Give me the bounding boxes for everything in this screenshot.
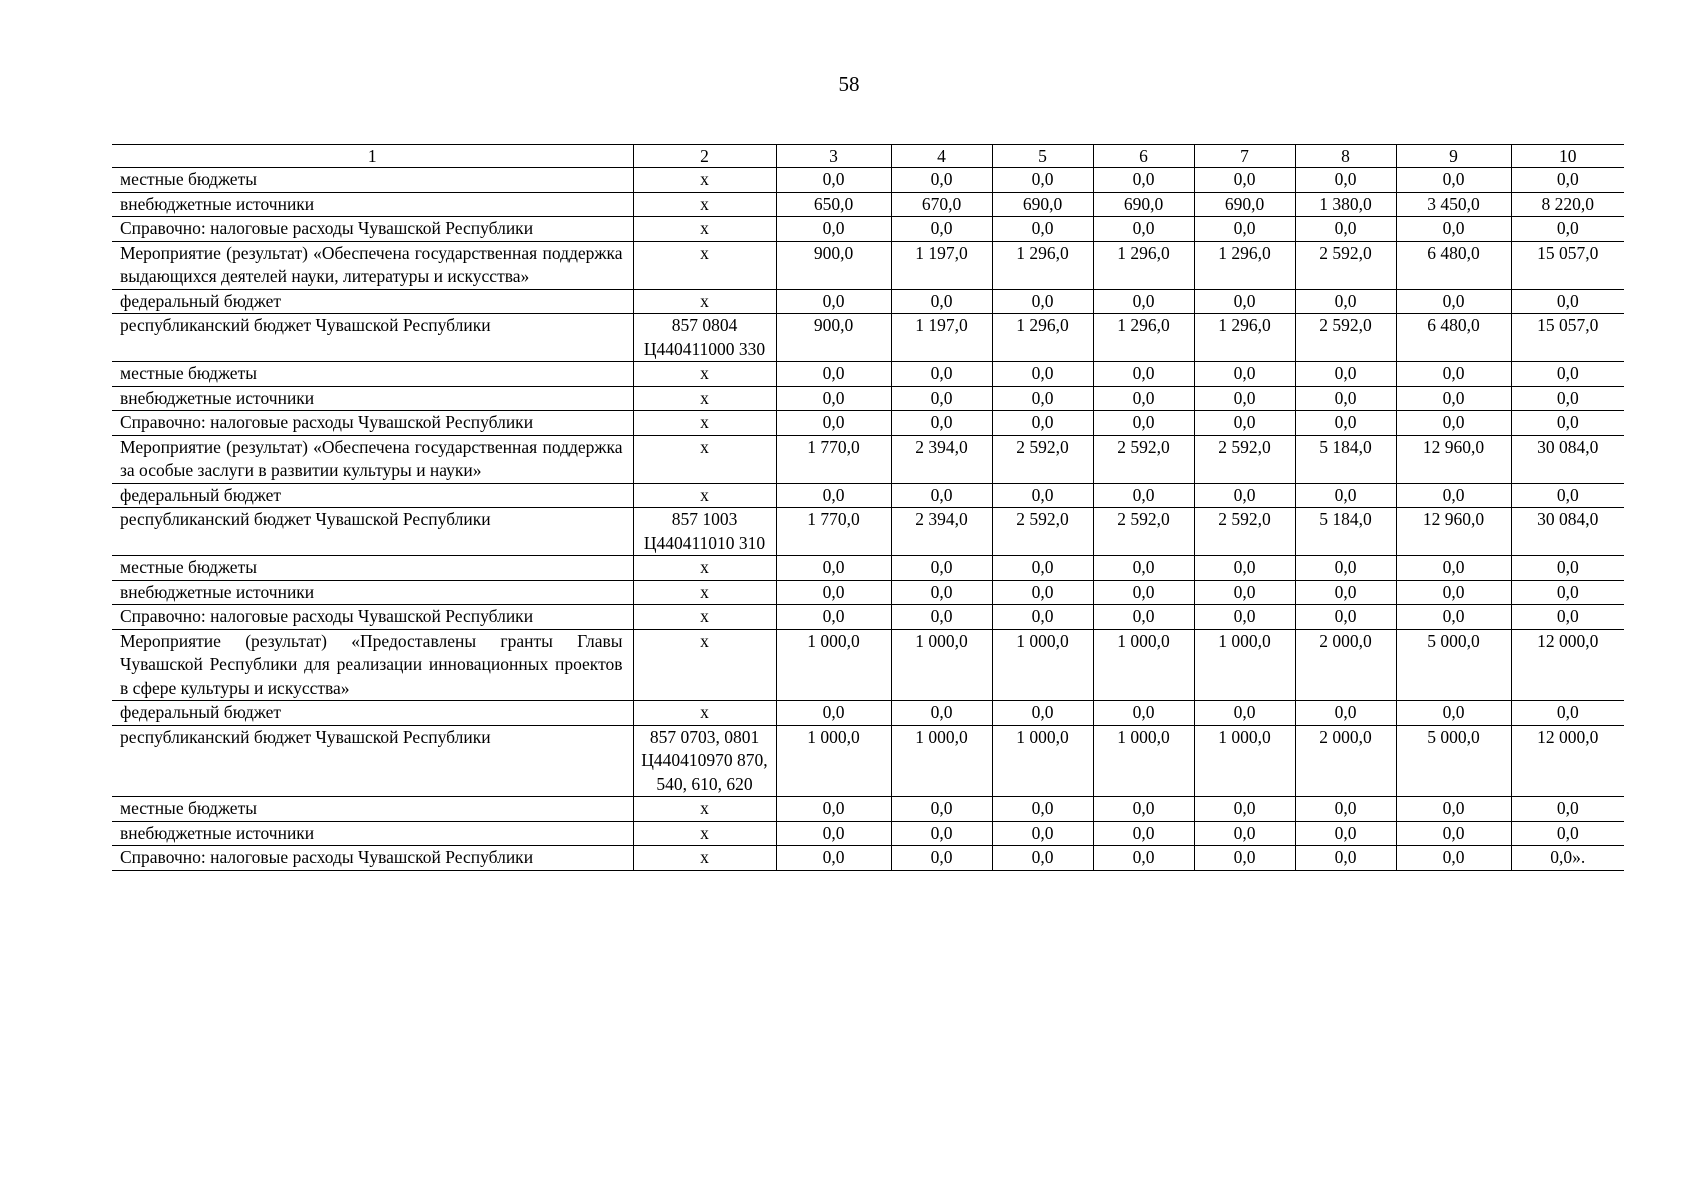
value-cell: 1 296,0 xyxy=(1093,314,1194,362)
row-label: Справочно: налоговые расходы Чувашской Республики xyxy=(112,605,633,630)
value-cell: 0,0 xyxy=(1194,797,1295,822)
value-cell: 12 960,0 xyxy=(1396,435,1511,483)
value-cell: 1 000,0 xyxy=(1093,725,1194,797)
value-cell: 0,0 xyxy=(1194,386,1295,411)
value-cell: 0,0 xyxy=(1295,797,1396,822)
value-cell: 1 000,0 xyxy=(891,629,992,701)
table-row xyxy=(112,725,1624,797)
value-cell: 0,0 xyxy=(992,556,1093,581)
value-cell: 0,0 xyxy=(1194,289,1295,314)
value-cell: 0,0 xyxy=(1194,556,1295,581)
value-cell: 0,0 xyxy=(1295,821,1396,846)
value-cell: 0,0 xyxy=(992,362,1093,387)
value-cell: 0,0 xyxy=(1295,362,1396,387)
value-cell: 0,0 xyxy=(1093,483,1194,508)
value-cell: 15 057,0 xyxy=(1511,314,1624,362)
row-label: внебюджетные источники xyxy=(112,580,633,605)
row-label: федеральный бюджет xyxy=(112,289,633,314)
value-cell: 0,0 xyxy=(891,797,992,822)
header-cell: 7 xyxy=(1194,145,1295,168)
budget-code: х xyxy=(633,556,776,581)
value-cell: 0,0 xyxy=(1194,411,1295,436)
value-cell: 0,0 xyxy=(1396,556,1511,581)
value-cell: 0,0 xyxy=(1194,605,1295,630)
value-cell: 1 000,0 xyxy=(1194,725,1295,797)
header-cell: 4 xyxy=(891,145,992,168)
value-cell: 0,0 xyxy=(1295,217,1396,242)
value-cell: 690,0 xyxy=(1093,192,1194,217)
table-row xyxy=(112,580,1624,605)
budget-code: х xyxy=(633,629,776,701)
value-cell: 1 296,0 xyxy=(1194,314,1295,362)
value-cell: 0,0 xyxy=(992,580,1093,605)
value-cell: 12 000,0 xyxy=(1511,725,1624,797)
value-cell: 0,0 xyxy=(1093,386,1194,411)
value-cell: 0,0 xyxy=(1093,821,1194,846)
value-cell: 2 592,0 xyxy=(1194,435,1295,483)
row-label: республиканский бюджет Чувашской Республики xyxy=(112,314,633,362)
row-label: внебюджетные источники xyxy=(112,821,633,846)
value-cell: 2 000,0 xyxy=(1295,629,1396,701)
value-cell: 0,0 xyxy=(1396,797,1511,822)
page-number: 58 xyxy=(838,72,860,96)
value-cell: 0,0 xyxy=(776,411,891,436)
table-row xyxy=(112,217,1624,242)
value-cell: 0,0 xyxy=(1396,483,1511,508)
value-cell: 0,0 xyxy=(1194,217,1295,242)
value-cell: 1 000,0 xyxy=(891,725,992,797)
value-cell: 1 197,0 xyxy=(891,241,992,289)
value-cell: 0,0 xyxy=(1396,411,1511,436)
value-cell: 0,0 xyxy=(1511,821,1624,846)
value-cell: 6 480,0 xyxy=(1396,314,1511,362)
value-cell: 0,0 xyxy=(1194,483,1295,508)
table-row xyxy=(112,701,1624,726)
value-cell: 0,0 xyxy=(891,846,992,871)
budget-code: х xyxy=(633,362,776,387)
value-cell: 1 380,0 xyxy=(1295,192,1396,217)
value-cell: 900,0 xyxy=(776,314,891,362)
value-cell: 15 057,0 xyxy=(1511,241,1624,289)
row-label: республиканский бюджет Чувашской Республики xyxy=(112,508,633,556)
value-cell: 0,0 xyxy=(891,556,992,581)
table-row xyxy=(112,556,1624,581)
budget-code: х xyxy=(633,821,776,846)
table-row xyxy=(112,192,1624,217)
value-cell: 2 000,0 xyxy=(1295,725,1396,797)
header-cell: 2 xyxy=(633,145,776,168)
value-cell: 0,0 xyxy=(1511,386,1624,411)
value-cell: 0,0 xyxy=(1396,846,1511,871)
value-cell: 0,0 xyxy=(776,797,891,822)
table-row xyxy=(112,605,1624,630)
value-cell: 0,0 xyxy=(1511,797,1624,822)
value-cell: 900,0 xyxy=(776,241,891,289)
value-cell: 0,0 xyxy=(1511,483,1624,508)
value-cell: 0,0 xyxy=(1511,580,1624,605)
value-cell: 650,0 xyxy=(776,192,891,217)
value-cell: 0,0 xyxy=(1511,556,1624,581)
value-cell: 0,0 xyxy=(891,701,992,726)
value-cell: 0,0 xyxy=(1194,362,1295,387)
table-row xyxy=(112,846,1624,871)
value-cell: 0,0 xyxy=(1511,168,1624,193)
value-cell: 2 592,0 xyxy=(1295,241,1396,289)
value-cell: 1 000,0 xyxy=(1194,629,1295,701)
header-cell: 1 xyxy=(112,145,633,168)
value-cell: 3 450,0 xyxy=(1396,192,1511,217)
budget-code: х xyxy=(633,411,776,436)
row-label: федеральный бюджет xyxy=(112,483,633,508)
value-cell: 0,0 xyxy=(992,411,1093,436)
budget-code: 857 0804 Ц440411000 330 xyxy=(633,314,776,362)
value-cell: 1 296,0 xyxy=(992,241,1093,289)
value-cell: 0,0 xyxy=(992,483,1093,508)
value-cell: 30 084,0 xyxy=(1511,435,1624,483)
value-cell: 0,0 xyxy=(1194,846,1295,871)
value-cell: 0,0 xyxy=(992,797,1093,822)
value-cell: 0,0 xyxy=(1093,168,1194,193)
value-cell: 1 296,0 xyxy=(1093,241,1194,289)
value-cell: 0,0 xyxy=(776,556,891,581)
value-cell: 5 000,0 xyxy=(1396,725,1511,797)
value-cell: 0,0 xyxy=(776,701,891,726)
value-cell: 0,0 xyxy=(891,821,992,846)
table-row xyxy=(112,411,1624,436)
value-cell: 2 394,0 xyxy=(891,435,992,483)
budget-code: х xyxy=(633,797,776,822)
value-cell: 0,0 xyxy=(1511,362,1624,387)
value-cell: 0,0 xyxy=(891,362,992,387)
value-cell: 8 220,0 xyxy=(1511,192,1624,217)
budget-code: х xyxy=(633,241,776,289)
row-label: Мероприятие (результат) «Обеспечена государственная поддержка за особые заслуги в развитии культуры и науки» xyxy=(112,435,633,483)
value-cell: 0,0 xyxy=(1295,411,1396,436)
value-cell: 0,0 xyxy=(1396,580,1511,605)
value-cell: 0,0 xyxy=(891,605,992,630)
value-cell: 2 592,0 xyxy=(992,435,1093,483)
row-label: Мероприятие (результат) «Обеспечена государственная поддержка выдающихся деятелей науки, литературы и искусства» xyxy=(112,241,633,289)
value-cell: 1 000,0 xyxy=(776,725,891,797)
value-cell: 0,0 xyxy=(776,605,891,630)
value-cell: 0,0 xyxy=(1295,846,1396,871)
value-cell: 0,0 xyxy=(1396,362,1511,387)
row-label: федеральный бюджет xyxy=(112,701,633,726)
header-cell: 5 xyxy=(992,145,1093,168)
value-cell: 0,0 xyxy=(1093,217,1194,242)
value-cell: 5 184,0 xyxy=(1295,508,1396,556)
value-cell: 1 000,0 xyxy=(776,629,891,701)
budget-code: х xyxy=(633,483,776,508)
value-cell: 0,0 xyxy=(1295,483,1396,508)
row-label: местные бюджеты xyxy=(112,362,633,387)
row-label: внебюджетные источники xyxy=(112,192,633,217)
table-row xyxy=(112,168,1624,193)
value-cell: 0,0 xyxy=(1194,821,1295,846)
budget-code: х xyxy=(633,605,776,630)
value-cell: 2 592,0 xyxy=(1295,314,1396,362)
value-cell: 0,0 xyxy=(1093,289,1194,314)
header-cell: 3 xyxy=(776,145,891,168)
value-cell: 0,0 xyxy=(776,821,891,846)
value-cell: 2 592,0 xyxy=(992,508,1093,556)
budget-code: х xyxy=(633,289,776,314)
value-cell: 0,0 xyxy=(891,168,992,193)
value-cell: 0,0 xyxy=(992,386,1093,411)
budget-code: х xyxy=(633,217,776,242)
budget-code: х xyxy=(633,168,776,193)
value-cell: 0,0 xyxy=(1295,556,1396,581)
budget-code: х xyxy=(633,435,776,483)
value-cell: 0,0 xyxy=(1511,411,1624,436)
value-cell: 0,0 xyxy=(776,217,891,242)
value-cell: 0,0». xyxy=(1511,846,1624,871)
value-cell: 0,0 xyxy=(1295,701,1396,726)
table-row xyxy=(112,386,1624,411)
row-label: Справочно: налоговые расходы Чувашской Республики xyxy=(112,846,633,871)
budget-code: 857 0703, 0801 Ц440410970 870, 540, 610, 620 xyxy=(633,725,776,797)
value-cell: 12 960,0 xyxy=(1396,508,1511,556)
value-cell: 0,0 xyxy=(1396,701,1511,726)
row-label: Справочно: налоговые расходы Чувашской Республики xyxy=(112,411,633,436)
budget-table xyxy=(112,144,1624,871)
value-cell: 0,0 xyxy=(1396,605,1511,630)
header-cell: 8 xyxy=(1295,145,1396,168)
value-cell: 0,0 xyxy=(1194,580,1295,605)
table-row xyxy=(112,483,1624,508)
value-cell: 0,0 xyxy=(776,386,891,411)
value-cell: 0,0 xyxy=(1295,386,1396,411)
table-row xyxy=(112,821,1624,846)
value-cell: 0,0 xyxy=(1295,605,1396,630)
value-cell: 0,0 xyxy=(776,580,891,605)
table-row xyxy=(112,362,1624,387)
value-cell: 690,0 xyxy=(1194,192,1295,217)
table-body xyxy=(112,145,1624,871)
header-cell: 6 xyxy=(1093,145,1194,168)
value-cell: 0,0 xyxy=(891,386,992,411)
value-cell: 0,0 xyxy=(776,846,891,871)
value-cell: 5 184,0 xyxy=(1295,435,1396,483)
value-cell: 0,0 xyxy=(891,580,992,605)
value-cell: 0,0 xyxy=(1295,168,1396,193)
row-label: республиканский бюджет Чувашской Республики xyxy=(112,725,633,797)
row-label: местные бюджеты xyxy=(112,556,633,581)
budget-code: х xyxy=(633,580,776,605)
value-cell: 1 197,0 xyxy=(891,314,992,362)
value-cell: 0,0 xyxy=(891,289,992,314)
value-cell: 0,0 xyxy=(1093,362,1194,387)
value-cell: 12 000,0 xyxy=(1511,629,1624,701)
row-label: местные бюджеты xyxy=(112,797,633,822)
header-cell: 9 xyxy=(1396,145,1511,168)
value-cell: 0,0 xyxy=(1511,289,1624,314)
value-cell: 0,0 xyxy=(1396,289,1511,314)
value-cell: 30 084,0 xyxy=(1511,508,1624,556)
value-cell: 0,0 xyxy=(1093,797,1194,822)
value-cell: 0,0 xyxy=(1511,217,1624,242)
value-cell: 0,0 xyxy=(992,821,1093,846)
value-cell: 1 000,0 xyxy=(1093,629,1194,701)
value-cell: 1 770,0 xyxy=(776,435,891,483)
column-number-header xyxy=(112,145,1624,168)
budget-code: х xyxy=(633,701,776,726)
value-cell: 1 770,0 xyxy=(776,508,891,556)
value-cell: 0,0 xyxy=(891,217,992,242)
table-row xyxy=(112,435,1624,483)
row-label: внебюджетные источники xyxy=(112,386,633,411)
table-row xyxy=(112,314,1624,362)
value-cell: 0,0 xyxy=(1396,386,1511,411)
value-cell: 1 000,0 xyxy=(992,725,1093,797)
value-cell: 1 000,0 xyxy=(992,629,1093,701)
value-cell: 0,0 xyxy=(992,846,1093,871)
value-cell: 0,0 xyxy=(891,483,992,508)
value-cell: 0,0 xyxy=(1093,411,1194,436)
value-cell: 0,0 xyxy=(776,289,891,314)
row-label: Справочно: налоговые расходы Чувашской Республики xyxy=(112,217,633,242)
value-cell: 0,0 xyxy=(1093,556,1194,581)
table-row xyxy=(112,629,1624,701)
value-cell: 0,0 xyxy=(1511,605,1624,630)
value-cell: 0,0 xyxy=(1396,217,1511,242)
value-cell: 0,0 xyxy=(992,217,1093,242)
header-cell: 10 xyxy=(1511,145,1624,168)
value-cell: 2 592,0 xyxy=(1194,508,1295,556)
budget-code: х xyxy=(633,846,776,871)
value-cell: 0,0 xyxy=(992,701,1093,726)
value-cell: 5 000,0 xyxy=(1396,629,1511,701)
budget-code: х xyxy=(633,192,776,217)
value-cell: 0,0 xyxy=(1511,701,1624,726)
value-cell: 0,0 xyxy=(776,362,891,387)
row-label: местные бюджеты xyxy=(112,168,633,193)
value-cell: 1 296,0 xyxy=(1194,241,1295,289)
budget-code: 857 1003 Ц440411010 310 xyxy=(633,508,776,556)
value-cell: 0,0 xyxy=(992,289,1093,314)
value-cell: 0,0 xyxy=(1396,821,1511,846)
value-cell: 2 592,0 xyxy=(1093,435,1194,483)
value-cell: 6 480,0 xyxy=(1396,241,1511,289)
value-cell: 0,0 xyxy=(1093,846,1194,871)
value-cell: 0,0 xyxy=(891,411,992,436)
value-cell: 0,0 xyxy=(1295,289,1396,314)
value-cell: 0,0 xyxy=(1295,580,1396,605)
value-cell: 2 592,0 xyxy=(1093,508,1194,556)
table-row xyxy=(112,289,1624,314)
row-label: Мероприятие (результат) «Предоставлены гранты Главы Чувашской Республики для реализации инновационных проектов в сфере культуры и искусства» xyxy=(112,629,633,701)
value-cell: 0,0 xyxy=(992,605,1093,630)
value-cell: 0,0 xyxy=(1194,168,1295,193)
budget-code: х xyxy=(633,386,776,411)
value-cell: 0,0 xyxy=(776,483,891,508)
value-cell: 670,0 xyxy=(891,192,992,217)
value-cell: 690,0 xyxy=(992,192,1093,217)
value-cell: 0,0 xyxy=(1093,580,1194,605)
value-cell: 1 296,0 xyxy=(992,314,1093,362)
value-cell: 2 394,0 xyxy=(891,508,992,556)
table-row xyxy=(112,797,1624,822)
value-cell: 0,0 xyxy=(1396,168,1511,193)
value-cell: 0,0 xyxy=(1093,605,1194,630)
value-cell: 0,0 xyxy=(776,168,891,193)
value-cell: 0,0 xyxy=(992,168,1093,193)
table-row xyxy=(112,241,1624,289)
value-cell: 0,0 xyxy=(1093,701,1194,726)
table-row xyxy=(112,508,1624,556)
value-cell: 0,0 xyxy=(1194,701,1295,726)
